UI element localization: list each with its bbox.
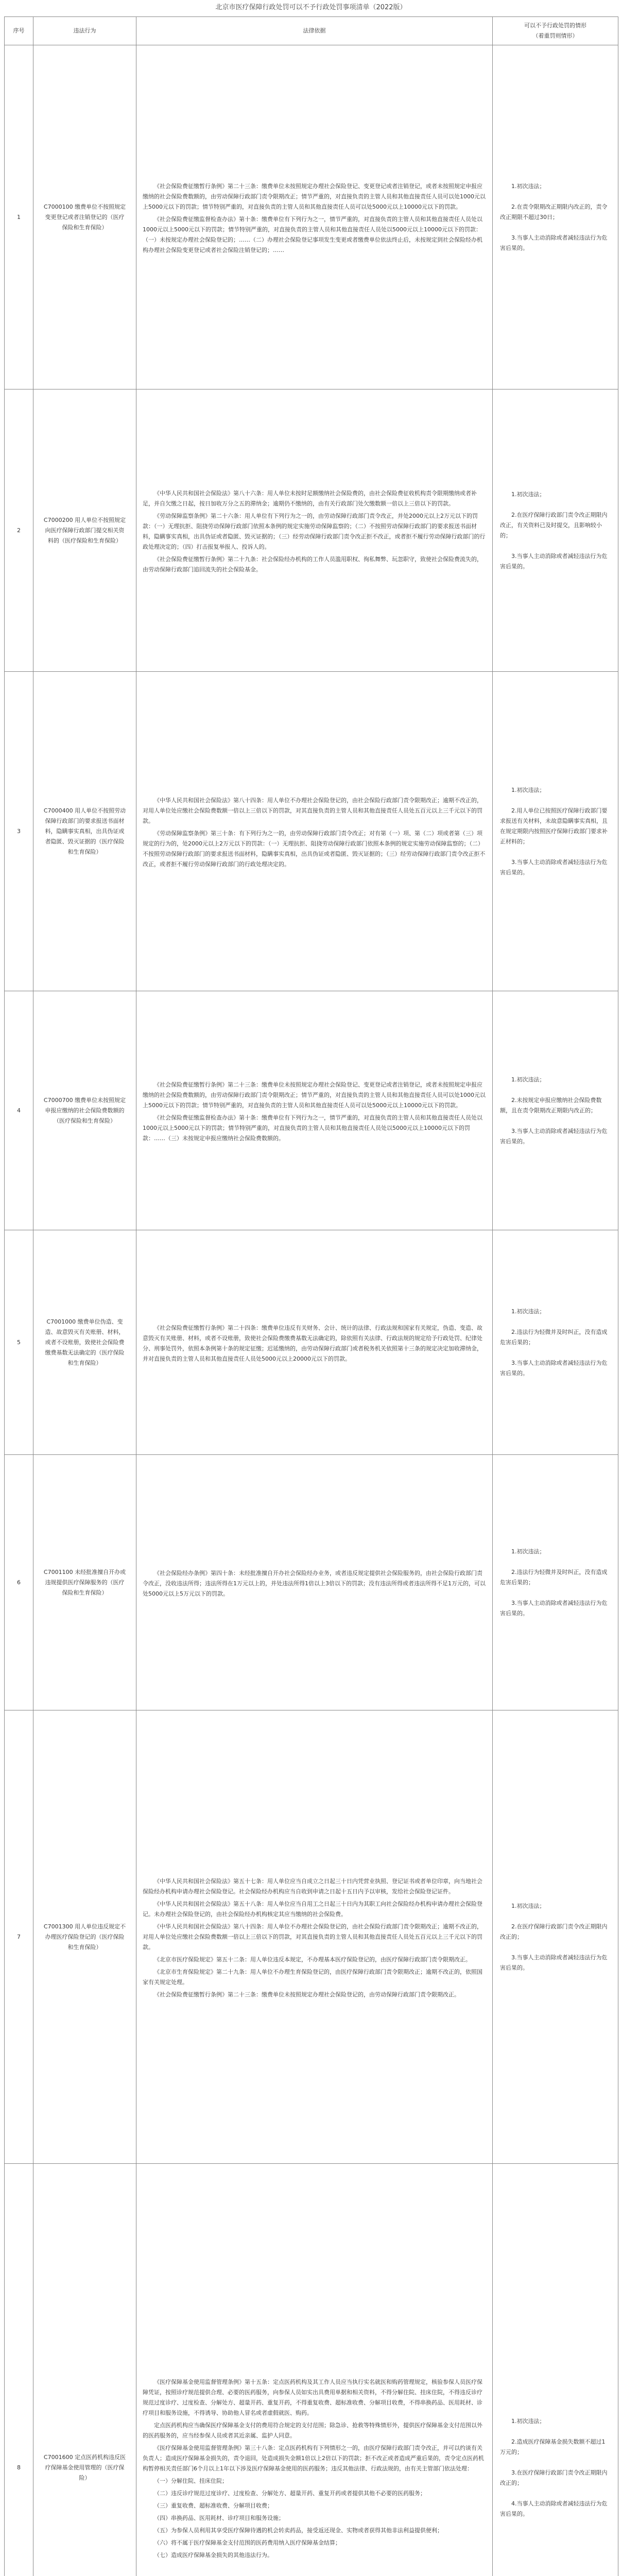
exemption-condition: 1.初次违法；: [511, 1902, 545, 1909]
exemption-condition: 2.在医疗保障行政部门责令改正期限内改正，有关资料已及时提交，且影响较小的；: [500, 511, 608, 539]
row-number: 7: [5, 1710, 33, 2164]
exemption-condition: 3.当事人主动消除或者减轻违法行为危害后果的。: [500, 1954, 608, 1971]
violation-cell: C7001600 定点医药机构违反医疗保障基金使用管理的（医疗保险）: [33, 2164, 136, 2576]
legal-basis-paragraph: 《医疗保障基金使用监督管理条例》第三十八条：定点医药机构有下列情形之一的，由医疗保障行政部门责令改正，并可以约谈有关负责人；造成医疗保障基金损失的，责令退回，处造成损失金额1倍以上2倍以下的罚款；拒不改正或者造成严重后果的，责令定点医药机构暂停相关责任部门6个月以上1年以下涉及医疗保障基金使用的医药服务；违反其他法律、行政法规的，由有关主管部门依法处理：: [143, 2444, 484, 2472]
legal-basis-paragraph: 《北京市生育保险规定》第二十九条：用人单位不办理生育保险登记的，由医疗保障行政部门责令限期改正；逾期不改正的，依照国家有关规定处理。: [143, 1968, 482, 1986]
row-number: 3: [5, 672, 33, 991]
exemption-condition: 3.当事人主动消除或者减轻违法行为危害后果的。: [500, 858, 608, 876]
legal-basis-cell: [136, 389, 493, 672]
exemption-cell: [493, 991, 618, 1230]
row-number: 4: [5, 991, 33, 1230]
violation-cell: C7000400 用人单位不按照劳动保障行政部门的要求报送书面材料，隐瞒事实真相，出具伪证或者隐匿、毁灭证据的（医疗保险和生育保险）: [33, 672, 136, 991]
exemption-condition: 2.在医疗保障行政部门责令改正期限内改正的；: [500, 1923, 608, 1940]
table-row: [5, 45, 618, 389]
exemption-condition: 1.初次违法；: [511, 182, 545, 190]
exemption-condition: 3.在医疗保障行政部门责令改正期限内改正的；: [500, 2469, 608, 2486]
exemption-cell: [493, 1710, 618, 2164]
exemption-condition: 1.初次违法；: [511, 1076, 545, 1083]
legal-basis-cell: [136, 991, 493, 1230]
legal-basis-paragraph: 定点医药机构应当确保医疗保障基金支付的费用符合规定的支付范围；除急诊、抢救等特殊情形外，提供医疗保障基金支付范围以外的医药服务的，应当经参保人员或者其近亲属、监护人同意。: [143, 2421, 482, 2439]
legal-basis-paragraph: 《中华人民共和国社会保险法》第八十四条：用人单位不办理社会保险登记的，由社会保险行政部门责令限期改正；逾期不改正的，对用人单位处应缴社会保险费数额一倍以上三倍以下的罚款，对其直接负责的主管人员和其他直接责任人员处五百元以上三千元以下的罚款。: [143, 1923, 482, 1951]
legal-basis-paragraph: （七）造成医疗保障基金损失的其他违法行为。: [154, 2551, 273, 2558]
violation-cell: C7001100 未经批准擅自开办或违规提供医疗保障服务的（医疗保险和生育保险）: [33, 1455, 136, 1710]
header-no: 序号: [5, 17, 33, 45]
exemption-condition: 2.未按规定申报应缴纳社会保险费数额，且在责令限期改正期限内改正的；: [500, 1096, 602, 1114]
table-header-row: [5, 17, 618, 45]
legal-basis-cell: [136, 2164, 493, 2576]
violation-cell: C7001300 用人单位违反规定不办理医疗保险登记的（医疗保险和生育保险）: [33, 1710, 136, 2164]
exemption-condition: 2.在责令限期改正期限内改正的，责令改正期限不超过30日；: [500, 203, 608, 221]
legal-basis-cell: [136, 672, 493, 991]
legal-basis-paragraph: 《社会保险费征缴监督检查办法》第十条：缴费单位有下列行为之一，情节严重的，对直接负责的主管人员和其他直接责任人员处以1000元以上5000元以下的罚款；情节特别严重的，对直接负责的主管人员和其他直接责任人员处以5000元以上10000元以下的罚款：……（三）未按规定申报应缴纳社会保险费数额的。: [143, 1114, 482, 1142]
exemption-condition: 4.当事人主动消除或者减轻违法行为危害后果的。: [500, 2500, 608, 2517]
exemption-cell: [493, 1230, 618, 1455]
header-act: 违法行为: [33, 17, 136, 45]
legal-basis-paragraph: 《中华人民共和国社会保险法》第八十六条：用人单位未按时足额缴纳社会保险费的，由社会保险费征收机构责令限期缴纳或者补足，并自欠缴之日起，按日加收万分之五的滞纳金；逾期仍不缴纳的，由有关行政部门处欠缴数额一倍以上三倍以下的罚款。: [143, 489, 477, 507]
row-number: 5: [5, 1230, 33, 1455]
exemption-condition: 3.当事人主动消除或者减轻违法行为危害后果的。: [500, 234, 608, 251]
exemption-condition: 3.当事人主动消除或者减轻违法行为危害后果的。: [500, 552, 608, 570]
legal-basis-paragraph: 《社会保险费征缴监督检查办法》第十条：缴费单位有下列行为之一，情节严重的，对直接负责的主管人员和其他直接责任人员处以1000元以上5000元以下的罚款；情节特别严重的，对直接负责的主管人员和其他直接责任人员处以5000元以上10000元以下的罚款：（一）未按规定办理社会保险登记的；……（二）办理社会保险登记事项发生变更或者缴费单位依法终止后，未按规定到社会保险经办机构办理社会保险变更登记或者社会保险注销登记的；……: [143, 215, 482, 253]
legal-basis-paragraph: 《中华人民共和国社会保险法》第五十八条：用人单位应当自用工之日起三十日内为其职工向社会保险经办机构申请办理社会保险登记。未办理社会保险登记的，由社会保险经办机构核定其应当缴纳的社会保险费。: [143, 1900, 482, 1918]
violation-cell: C7000100 缴费单位不按照规定变更登记或者注销登记的（医疗保险和生育保险）: [33, 45, 136, 389]
exemption-condition: 3.当事人主动消除或者减轻违法行为危害后果的。: [500, 1127, 608, 1145]
exemption-condition: 1.初次违法；: [511, 490, 545, 498]
legal-basis-cell: [136, 1710, 493, 2164]
exemption-cell: [493, 389, 618, 672]
header-law: 法律依据: [136, 17, 493, 45]
legal-basis-paragraph: 《劳动保障监察条例》第二十六条：用人单位有下列行为之一的，由劳动保障行政部门责令改正，并处2000元以上2万元以下的罚款：（一）无理抗拒、阻挠劳动保障行政部门依照本条例的规定实施劳动保障监察的；（二）不按照劳动保障行政部门的要求报送书面材料，隐瞒事实真相，出具伪证或者隐匿、毁灭证据的；（三）经劳动保障行政部门责令改正拒不改正，或者拒不履行劳动保障行政部门的行政处理决定的；（四）打击报复举报人、投诉人的。: [143, 512, 486, 550]
exemption-cell: [493, 1455, 618, 1710]
exemption-condition: 2.造成医疗保障基金损失数额不超过1万元的；: [500, 2438, 606, 2455]
legal-basis-paragraph: （一）分解住院、挂床住院；: [154, 2477, 228, 2484]
legal-basis-paragraph: 《社会保险经办条例》第四十条：未经批准擅自开办社会保险经办业务，或者违反规定提供社会保险服务的，由社会保险行政部门责令改正，没收违法所得；违法所得在1万元以上的，并处违法所得1倍以上3倍以下的罚款；没有违法所得或者违法所得不足1万元的，可以处5000元以上5万元以下的罚款。: [143, 1569, 486, 1597]
header-std-line1: 可以不予行政处罚的情形: [524, 22, 586, 29]
exemption-condition: 3.当事人主动消除或者减轻违法行为危害后果的。: [500, 1599, 608, 1617]
exemption-condition: 2.违法行为轻微并及时纠正，没有造成危害后果的；: [500, 1568, 608, 1586]
exemption-condition: 1.初次违法；: [511, 1548, 545, 1555]
exemption-condition: 1.初次违法；: [511, 2417, 545, 2425]
exemption-cell: [493, 672, 618, 991]
header-std: [493, 17, 618, 45]
row-number: 1: [5, 45, 33, 389]
violation-cell: C7000200 用人单位不按照规定向医疗保障行政部门提交相关资料的（医疗保险和生育保险）: [33, 389, 136, 672]
table-row: [5, 1710, 618, 2164]
legal-basis-paragraph: （二）违反诊疗规范过度诊疗、过度检查、分解处方、超量开药、重复开药或者提供其他不必要的医药服务；: [154, 2489, 426, 2497]
table-row: [5, 672, 618, 991]
legal-basis-paragraph: 《北京市医疗保险规定》第五十二条：用人单位违反本规定，不办理基本医疗保险登记的，由医疗保障行政部门责令限期改正。: [154, 1956, 471, 1963]
legal-basis-paragraph: 《中华人民共和国社会保险法》第五十七条：用人单位应当自成立之日起三十日内凭营业执照、登记证书或者单位印章，向当地社会保险经办机构申请办理社会保险登记。社会保险经办机构应当自收到申请之日起十五日内予以审核，发给社会保险登记证件。: [143, 1877, 482, 1895]
exemption-condition: 2.违法行为轻微并及时纠正，没有造成危害后果的；: [500, 1328, 608, 1346]
legal-basis-paragraph: （六）将不属于医疗保障基金支付范围的医药费用纳入医疗保障基金结算；: [154, 2539, 341, 2546]
legal-basis-paragraph: 《劳动保障监察条例》第三十条：有下列行为之一的，由劳动保障行政部门责令改正；对有第（一）项、第（二）项或者第（三）项规定的行为的，处2000元以上2万元以下的罚款：（一）无理抗拒、阻挠劳动保障行政部门依照本条例的规定实施劳动保障监察的；（二）不按照劳动保障行政部门的要求报送书面材料，隐瞒事实真相，出具伪证或者隐匿、毁灭证据的；（三）经劳动保障行政部门责令改正拒不改正，或者拒不履行劳动保障行政部门的行政处理决定的。: [143, 829, 486, 868]
legal-basis-paragraph: 《社会保险费征缴暂行条例》第二十三条：缴费单位未按照规定办理社会保险登记、变更登记或者注销登记，或者未按照规定申报应缴纳的社会保险费数额的，由劳动保障行政部门责令限期改正；情节严重的，对直接负责的主管人员和其他直接责任人员可以处1000元以上5000元以下的罚款；情节特别严重的，对直接负责的主管人员和其他直接责任人员可以处5000元以上10000元以下的罚款。: [143, 1081, 486, 1109]
legal-basis-paragraph: （五）为参保人员利用其享受医疗保障待遇的机会转卖药品，接受返还现金、实物或者获得其他非法利益提供便利；: [154, 2527, 443, 2534]
exemption-condition: 1.初次违法；: [511, 786, 545, 793]
table-row: [5, 389, 618, 672]
legal-basis-cell: [136, 45, 493, 389]
exemption-condition: 2.用人单位已按照医疗保障行政部门要求报送有关材料，未故意隐瞒事实真相，且在规定期限内按照医疗保障行政部门要求补正材料的；: [500, 807, 608, 845]
legal-basis-paragraph: 《中华人民共和国社会保险法》第八十四条：用人单位不办理社会保险登记的，由社会保险行政部门责令限期改正；逾期不改正的，对用人单位处应缴社会保险费数额一倍以上三倍以下的罚款，对其直接负责的主管人员和其他直接责任人员处五百元以上三千元以下的罚款。: [143, 796, 482, 824]
violation-cell: C7001000 缴费单位伪造、变造、故意毁灭有关账册、材料，或者不设账册，致使社会保险费缴费基数无法确定的（医疗保险和生育保险）: [33, 1230, 136, 1455]
row-number: 8: [5, 2164, 33, 2576]
table-row: [5, 1455, 618, 1710]
legal-basis-paragraph: 《社会保险费征缴暂行条例》第二十四条：缴费单位违反有关财务、会计、统计的法律、行政法规和国家有关规定，伪造、变造、故意毁灭有关账册、材料，或者不设账册，致使社会保险费缴费基数无法确定的，除依照有关法律、行政法规的规定给予行政处罚、纪律处分、刑事处罚外，依照本条例第十条的规定征缴；迟延缴纳的，由劳动保障行政部门或者税务机关依照第十三条的规定决定加收滞纳金，并对直接负责的主管人员和其他直接责任人员处5000元以上20000元以下的罚款。: [143, 1324, 482, 1362]
legal-basis-paragraph: （三）重复收费、超标准收费、分解项目收费；: [154, 2502, 273, 2509]
page-title: 北京市医疗保障行政处罚可以不予行政处罚事项清单（2022版）: [215, 4, 407, 11]
row-number: 6: [5, 1455, 33, 1710]
legal-basis-paragraph: 《社会保险费征缴暂行条例》第二十九条：社会保险经办机构的工作人员滥用职权、徇私舞弊、玩忽职守，致使社会保险费流失的，由劳动保障行政部门追回流失的社会保险基金。: [143, 555, 482, 573]
table-row: [5, 2164, 618, 2576]
header-std-line2: （着重罚则情形）: [532, 32, 578, 39]
legal-basis-paragraph: 《社会保险费征缴暂行条例》第二十三条：缴费单位未按照规定办理社会保险登记的，由劳动保障行政部门责令限期改正。: [154, 1991, 460, 1998]
legal-basis-paragraph: 《医疗保障基金使用监督管理条例》第十五条：定点医药机构及其工作人员应当执行实名就医和购药管理规定，核验参保人员医疗保障凭证，按照诊疗规范提供合理、必要的医药服务，向参保人员如实出具费用单据和相关资料，不得分解住院、挂床住院，不得违反诊疗规范过度诊疗、过度检查、分解处方、超量开药、重复开药，不得重复收费、超标准收费、分解项目收费，不得串换药品、医用耗材、诊疗项目和服务设施，不得诱导、协助他人冒名或者虚假就医、购药。: [143, 2378, 482, 2416]
legal-basis-cell: [136, 1455, 493, 1710]
penalty-list-table: [4, 16, 618, 2576]
exemption-cell: [493, 2164, 618, 2576]
legal-basis-paragraph: 《社会保险费征缴暂行条例》第二十三条：缴费单位未按照规定办理社会保险登记、变更登记或者注销登记，或者未按照规定申报应缴纳的社会保险费数额的，由劳动保障行政部门责令限期改正；情节严重的，对直接负责的主管人员和其他直接责任人员可以处1000元以上5000元以下的罚款；情节特别严重的，对直接负责的主管人员和其他直接责任人员可以处5000元以上10000元以下的罚款。: [143, 182, 486, 210]
violation-cell: C7000700 缴费单位未按照规定申报应缴纳的社会保险费数额的（医疗保险和生育保险）: [33, 991, 136, 1230]
table-row: [5, 1230, 618, 1455]
legal-basis-cell: [136, 1230, 493, 1455]
exemption-cell: [493, 45, 618, 389]
exemption-condition: 1.初次违法；: [511, 1308, 545, 1315]
exemption-condition: 3.当事人主动消除或者减轻违法行为危害后果的。: [500, 1359, 608, 1377]
table-row: [5, 991, 618, 1230]
row-number: 2: [5, 389, 33, 672]
legal-basis-paragraph: （四）串换药品、医用耗材、诊疗项目和服务设施；: [154, 2514, 284, 2521]
